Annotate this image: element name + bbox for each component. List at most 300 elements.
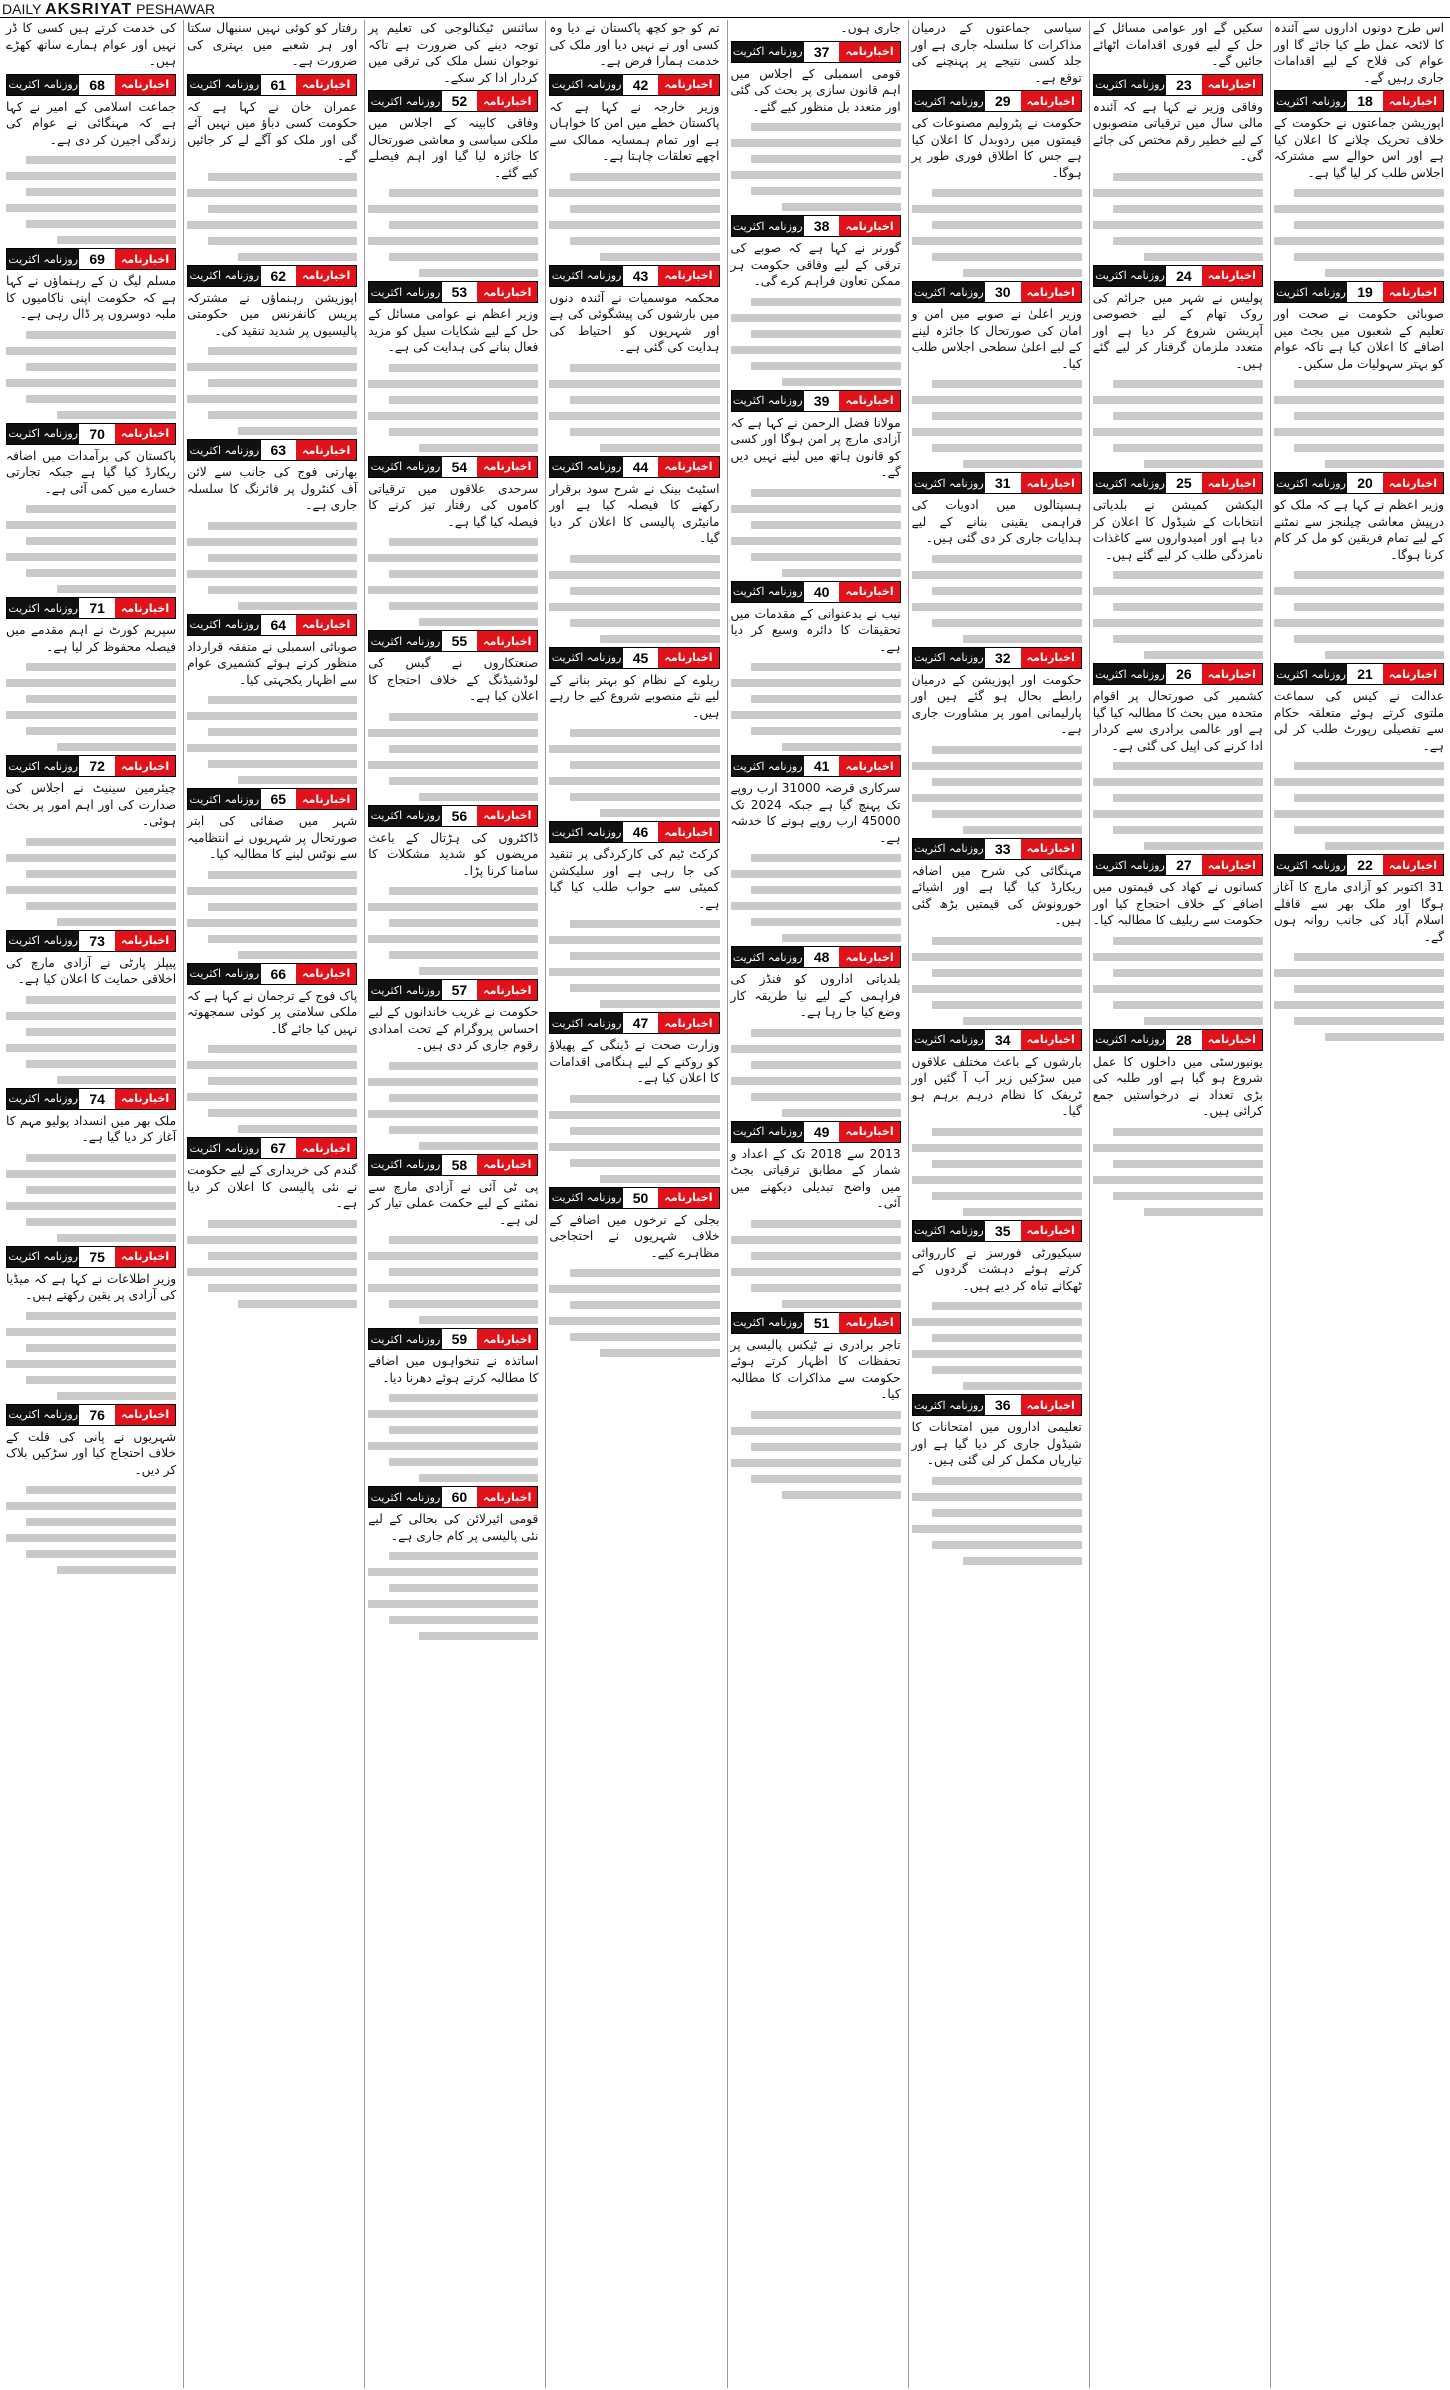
item-header xyxy=(187,439,357,461)
item-text: تاجر برادری نے ٹیکس پالیسی پر تحفظات کا اظہار کرتے ہوئے حکومت سے مذاکرات کا مطالبہ کیا۔ xyxy=(730,1337,901,1401)
item-badge: اخبارنامہ xyxy=(1021,282,1081,302)
item-section-label: روزنامہ اکثریت xyxy=(188,964,260,984)
news-column xyxy=(1089,20,1266,2388)
item-header xyxy=(187,788,357,810)
text-lines-placeholder xyxy=(1274,571,1444,659)
item-header xyxy=(6,597,176,619)
item-section-label: روزنامہ اکثریت xyxy=(369,1329,441,1349)
item-header xyxy=(731,390,901,412)
item-section-label: روزنامہ اکثریت xyxy=(913,1395,985,1415)
item-text: سرحدی علاقوں میں ترقیاتی کاموں کی رفتار تیز کرنے کا فیصلہ کیا گیا ہے۔ xyxy=(368,481,539,529)
item-text: گندم کی خریداری کے لیے حکومت نے نئی پالیسی کا اعلان کر دیا ہے۔ xyxy=(187,1163,358,1210)
text-lines-placeholder xyxy=(549,1269,719,1357)
item-badge: اخبارنامہ xyxy=(296,266,356,286)
item-header xyxy=(1274,663,1444,685)
item-header xyxy=(6,930,176,952)
news-column xyxy=(1270,20,1447,2388)
item-badge: اخبارنامہ xyxy=(296,964,356,984)
item-text: ریلوے کے نظام کو بہتر بنانے کے لیے نئے منصوبے شروع کیے جا رہے ہیں۔ xyxy=(549,672,720,720)
column-intro-text: اس طرح دونوں اداروں سے آئندہ کا لائحہ عمل طے کیا جائے گا اور عوام کی فلاح کے لیے اقدامات جاری رہیں گے۔ xyxy=(1273,21,1444,85)
item-section-label: روزنامہ اکثریت xyxy=(550,266,622,286)
item-number: 32 xyxy=(985,648,1021,668)
item-section-label: روزنامہ اکثریت xyxy=(7,1405,79,1425)
item-header xyxy=(549,265,719,287)
item-text: بلدیاتی اداروں کو فنڈز کی فراہمی کے لیے نیا طریقہ کار وضع کیا جا رہا ہے۔ xyxy=(730,972,901,1019)
item-badge: اخبارنامہ xyxy=(115,249,175,269)
text-lines-placeholder xyxy=(1093,937,1263,1025)
item-header xyxy=(912,1394,1082,1416)
item-header xyxy=(368,979,538,1001)
item-header xyxy=(549,456,719,478)
text-lines-placeholder xyxy=(368,887,538,975)
item-section-label: روزنامہ اکثریت xyxy=(550,648,622,668)
news-column xyxy=(183,20,360,2388)
item-header xyxy=(368,1328,538,1350)
item-text: کرکٹ ٹیم کی کارکردگی پر تنقید کی جا رہی ہے اور سلیکشن کمیٹی سے جواب طلب کیا گیا ہے۔ xyxy=(549,847,720,911)
column-intro-text: سائنس ٹیکنالوجی کی تعلیم پر توجہ دینے کی ضرورت ہے تاکہ نوجوان نسل ملک کی ترقی میں کردار ادا کر سکے۔ xyxy=(368,21,539,85)
item-number: 40 xyxy=(804,582,840,602)
masthead-city: PESHAWAR xyxy=(136,1,216,17)
item-badge: اخبارنامہ xyxy=(477,631,537,651)
text-lines-placeholder xyxy=(187,696,357,784)
item-header xyxy=(549,821,719,843)
item-number: 18 xyxy=(1347,91,1383,111)
item-text: سیکیورٹی فورسز نے کارروائی کرتے ہوئے دہشت گردوں کے ٹھکانے تباہ کر دیے ہیں۔ xyxy=(911,1245,1082,1293)
item-text: محکمہ موسمیات نے آئندہ دنوں میں بارشوں کی پیشگوئی کی ہے اور شہریوں کو احتیاط کی ہدایت کی گئی ہے۔ xyxy=(549,290,720,354)
item-section-label: روزنامہ اکثریت xyxy=(7,1089,79,1109)
item-text: وزیر اعلیٰ نے صوبے میں امن و امان کی صورتحال کا جائزہ لینے کے لیے اعلیٰ سطحی اجلاس طلب کیا۔ xyxy=(911,307,1082,371)
item-header xyxy=(912,838,1082,860)
item-section-label: روزنامہ اکثریت xyxy=(550,822,622,842)
text-lines-placeholder xyxy=(6,838,176,926)
item-section-label: روزنامہ اکثریت xyxy=(188,440,260,460)
item-section-label: روزنامہ اکثریت xyxy=(188,789,260,809)
item-header xyxy=(1093,1029,1263,1051)
text-lines-placeholder xyxy=(731,1411,901,1499)
item-badge: اخبارنامہ xyxy=(1383,664,1443,684)
item-number: 24 xyxy=(1166,266,1202,286)
item-text: ڈاکٹروں کی ہڑتال کے باعث مریضوں کو شدید مشکلات کا سامنا کرنا پڑا۔ xyxy=(368,830,539,878)
item-badge: اخبارنامہ xyxy=(296,615,356,635)
item-text: مولانا فضل الرحمن نے کہا ہے کہ آزادی مارچ پر امن ہوگا اور کسی کو قانون ہاتھ میں لینے نہیں دیں گے۔ xyxy=(730,415,901,479)
item-badge: اخبارنامہ xyxy=(1021,91,1081,111)
text-lines-placeholder xyxy=(368,364,538,452)
item-badge: اخبارنامہ xyxy=(1021,648,1081,668)
item-text: عمران خان نے کہا ہے کہ حکومت کسی دباؤ میں نہیں آئے گی اور ملک کو آگے لے کر جائیں گے۔ xyxy=(187,99,358,163)
text-lines-placeholder xyxy=(368,1236,538,1324)
item-section-label: روزنامہ اکثریت xyxy=(1094,1030,1166,1050)
item-text: 31 اکتوبر کو آزادی مارچ کا آغاز ہوگا اور ملک بھر سے قافلے اسلام آباد کی جانب روانہ ہوں گے۔ xyxy=(1273,880,1444,944)
item-badge: اخبارنامہ xyxy=(296,1138,356,1158)
item-text: اساتذہ نے تنخواہوں میں اضافے کا مطالبہ کرتے ہوئے دھرنا دیا۔ xyxy=(368,1354,539,1385)
text-lines-placeholder xyxy=(549,364,719,452)
item-badge: اخبارنامہ xyxy=(296,440,356,460)
item-header xyxy=(549,74,719,96)
item-number: 49 xyxy=(804,1122,840,1142)
item-text: شہریوں نے پانی کی قلت کے خلاف احتجاج کیا اور سڑکیں بلاک کر دیں۔ xyxy=(6,1429,177,1477)
item-number: 45 xyxy=(623,648,659,668)
item-text: وزیر خارجہ نے کہا ہے کہ پاکستان خطے میں امن کا خواہاں ہے اور تمام ہمسایہ ممالک سے اچھے تعلقات چاہتا ہے۔ xyxy=(549,99,720,163)
item-header xyxy=(731,755,901,777)
item-section-label: روزنامہ اکثریت xyxy=(550,75,622,95)
item-header xyxy=(731,1121,901,1143)
item-text: وزارت صحت نے ڈینگی کے پھیلاؤ کو روکنے کے لیے ہنگامی اقدامات کا اعلان کیا ہے۔ xyxy=(549,1038,720,1085)
item-section-label: روزنامہ اکثریت xyxy=(913,1030,985,1050)
item-text: تعلیمی اداروں میں امتحانات کا شیڈول جاری کر دیا گیا ہے اور تیاریاں مکمل کر لی گئی ہیں۔ xyxy=(911,1420,1082,1467)
text-lines-placeholder xyxy=(6,505,176,593)
item-text: اپوزیشن جماعتوں نے حکومت کے خلاف تحریک چلانے کا اعلان کیا ہے اور اس حوالے سے مشترکہ اجلاس طلب کر لیا گیا ہے۔ xyxy=(1273,116,1444,180)
item-number: 47 xyxy=(623,1013,659,1033)
item-badge: اخبارنامہ xyxy=(658,648,718,668)
item-badge: اخبارنامہ xyxy=(477,1155,537,1175)
text-lines-placeholder xyxy=(731,298,901,386)
item-number: 19 xyxy=(1347,282,1383,302)
item-number: 22 xyxy=(1347,855,1383,875)
item-header xyxy=(549,647,719,669)
item-section-label: روزنامہ اکثریت xyxy=(7,598,79,618)
item-section-label: روزنامہ اکثریت xyxy=(913,282,985,302)
text-lines-placeholder xyxy=(187,173,357,261)
text-lines-placeholder xyxy=(6,663,176,751)
item-number: 57 xyxy=(442,980,478,1000)
text-lines-placeholder xyxy=(912,746,1082,834)
text-lines-placeholder xyxy=(1093,380,1263,468)
item-text: اسٹیٹ بینک نے شرح سود برقرار رکھنے کا فیصلہ کیا ہے اور مانیٹری پالیسی کا اعلان کر دیا گیا۔ xyxy=(549,481,720,545)
item-section-label: روزنامہ اکثریت xyxy=(369,631,441,651)
item-badge: اخبارنامہ xyxy=(1202,266,1262,286)
item-text: مہنگائی کی شرح میں اضافہ ریکارڈ کیا گیا ہے اور اشیائے خورونوش کی قیمتیں بڑھ گئی ہیں۔ xyxy=(911,863,1082,927)
column-intro-text: کی خدمت کرتے ہیں کسی کا ڈر نہیں اور عوام ہمارے ساتھ کھڑے ہیں۔ xyxy=(6,21,177,68)
item-badge: اخبارنامہ xyxy=(115,756,175,776)
item-header xyxy=(368,630,538,652)
item-header xyxy=(912,90,1082,112)
text-lines-placeholder xyxy=(368,538,538,626)
item-badge: اخبارنامہ xyxy=(658,1188,718,1208)
item-number: 28 xyxy=(1166,1030,1202,1050)
text-lines-placeholder xyxy=(912,1128,1082,1216)
item-badge: اخبارنامہ xyxy=(658,75,718,95)
item-badge: اخبارنامہ xyxy=(477,1329,537,1349)
item-text: قومی ائیرلائن کی بحالی کے لیے نئی پالیسی پر کام جاری ہے۔ xyxy=(368,1512,539,1543)
item-section-label: روزنامہ اکثریت xyxy=(1275,855,1347,875)
item-number: 68 xyxy=(79,75,115,95)
item-number: 52 xyxy=(442,91,478,111)
item-text: یونیورسٹی میں داخلوں کا عمل شروع ہو گیا ہے اور طلبہ کی بڑی تعداد نے درخواستیں جمع کرائی ہیں۔ xyxy=(1092,1054,1263,1118)
item-text: وزیر اطلاعات نے کہا ہے کہ میڈیا کی آزادی پر یقین رکھتے ہیں۔ xyxy=(6,1271,177,1302)
column-intro-text: رفتار کو کوئی نہیں سنبھال سکتا اور ہر شعبے میں بہتری کی ضرورت ہے۔ xyxy=(187,21,358,68)
item-text: پاک فوج کے ترجمان نے کہا ہے کہ ملکی سلامتی پر کوئی سمجھوتہ نہیں کیا جائے گا۔ xyxy=(187,988,358,1036)
item-text: وزیر اعظم نے کہا ہے کہ ملک کو درپیش معاشی چیلنجز سے نمٹنے کے لیے تمام فریقین کو مل کر کام کرنا ہوگا۔ xyxy=(1273,498,1444,562)
text-lines-placeholder xyxy=(549,173,719,261)
item-badge: اخبارنامہ xyxy=(477,980,537,1000)
item-text: گورنر نے کہا ہے کہ صوبے کی ترقی کے لیے وفاقی حکومت ہر ممکن تعاون فراہم کرے گی۔ xyxy=(730,241,901,288)
item-section-label: روزنامہ اکثریت xyxy=(369,806,441,826)
item-header xyxy=(6,248,176,270)
item-number: 64 xyxy=(261,615,297,635)
news-column xyxy=(3,20,179,2388)
column-intro-text: سیاسی جماعتوں کے درمیان مذاکرات کا سلسلہ جاری ہے اور جلد کسی نتیجے پر پہنچنے کی توقع ہے۔ xyxy=(911,21,1082,85)
item-badge: اخبارنامہ xyxy=(1021,1030,1081,1050)
item-number: 29 xyxy=(985,91,1021,111)
item-badge: اخبارنامہ xyxy=(115,1247,175,1267)
news-column xyxy=(727,20,904,2388)
item-text: وفاقی وزیر نے کہا ہے کہ آئندہ مالی سال میں ترقیاتی منصوبوں کے لیے خطیر رقم مختص کی جائے گی۔ xyxy=(1092,99,1263,163)
text-lines-placeholder xyxy=(731,854,901,942)
item-badge: اخبارنامہ xyxy=(658,457,718,477)
item-number: 60 xyxy=(442,1487,478,1507)
item-header xyxy=(368,1486,538,1508)
item-badge: اخبارنامہ xyxy=(839,756,899,776)
item-header xyxy=(187,963,357,985)
item-header xyxy=(912,1029,1082,1051)
item-header xyxy=(187,614,357,636)
item-text: جماعت اسلامی کے امیر نے کہا ہے کہ مہنگائی نے عوام کی زندگی اجیرن کر دی ہے۔ xyxy=(6,99,177,147)
item-section-label: روزنامہ اکثریت xyxy=(7,1247,79,1267)
item-section-label: روزنامہ اکثریت xyxy=(188,266,260,286)
item-number: 44 xyxy=(623,457,659,477)
item-number: 30 xyxy=(985,282,1021,302)
text-lines-placeholder xyxy=(549,729,719,817)
item-section-label: روزنامہ اکثریت xyxy=(188,75,260,95)
item-section-label: روزنامہ اکثریت xyxy=(7,756,79,776)
item-number: 61 xyxy=(261,75,297,95)
news-column xyxy=(908,20,1085,2388)
item-number: 21 xyxy=(1347,664,1383,684)
item-header xyxy=(731,1312,901,1334)
item-text: سپریم کورٹ نے اہم مقدمے میں فیصلہ محفوظ کر لیا ہے۔ xyxy=(6,623,177,654)
item-header xyxy=(368,456,538,478)
text-lines-placeholder xyxy=(6,1312,176,1400)
masthead xyxy=(0,0,1450,18)
item-number: 36 xyxy=(985,1395,1021,1415)
item-badge: اخبارنامہ xyxy=(477,1487,537,1507)
item-badge: اخبارنامہ xyxy=(1202,1030,1262,1050)
item-badge: اخبارنامہ xyxy=(839,42,899,62)
item-number: 65 xyxy=(261,789,297,809)
item-badge: اخبارنامہ xyxy=(1202,855,1262,875)
item-badge: اخبارنامہ xyxy=(1383,473,1443,493)
item-badge: اخبارنامہ xyxy=(839,582,899,602)
item-section-label: روزنامہ اکثریت xyxy=(1094,473,1166,493)
item-badge: اخبارنامہ xyxy=(1021,839,1081,859)
column-intro-text: تم کو جو کچھ پاکستان نے دیا وہ کسی اور نے نہیں دیا اور ملک کی خدمت ہمارا فرض ہے۔ xyxy=(549,21,720,68)
text-lines-placeholder xyxy=(1093,571,1263,659)
item-header xyxy=(368,90,538,112)
item-header xyxy=(731,946,901,968)
masthead-prefix: DAILY xyxy=(2,1,42,17)
item-badge: اخبارنامہ xyxy=(115,598,175,618)
text-lines-placeholder xyxy=(731,663,901,751)
item-section-label: روزنامہ اکثریت xyxy=(913,839,985,859)
item-text: الیکشن کمیشن نے بلدیاتی انتخابات کے شیڈول کا اعلان کر دیا ہے اور امیدواروں سے کاغذات نامزدگی طلب کر لیے گئے ہیں۔ xyxy=(1092,498,1263,562)
item-number: 56 xyxy=(442,806,478,826)
item-number: 63 xyxy=(261,440,297,460)
item-section-label: روزنامہ اکثریت xyxy=(7,249,79,269)
item-text: بجلی کے نرخوں میں اضافے کے خلاف شہریوں نے احتجاجی مظاہرے کیے۔ xyxy=(549,1212,720,1260)
item-header xyxy=(1274,854,1444,876)
item-text: شہر میں صفائی کی ابتر صورتحال پر شہریوں نے انتظامیہ سے نوٹس لینے کا مطالبہ کیا۔ xyxy=(187,814,358,861)
item-text: حکومت نے غریب خاندانوں کے لیے احساس پروگرام کے تحت امدادی رقوم جاری کر دی ہیں۔ xyxy=(368,1005,539,1052)
item-header xyxy=(1274,90,1444,112)
item-section-label: روزنامہ اکثریت xyxy=(369,457,441,477)
item-text: چیئرمین سینیٹ نے اجلاس کی صدارت کی اور اہم امور پر بحث ہوئی۔ xyxy=(6,781,177,828)
item-text: حکومت اور اپوزیشن کے درمیان رابطے بحال ہو گئے ہیں اور پارلیمانی امور پر مشاورت جاری ہے۔ xyxy=(911,672,1082,736)
item-text: صوبائی اسمبلی نے متفقہ قرارداد منظور کرتے ہوئے کشمیری عوام سے اظہار یکجہتی کیا۔ xyxy=(187,639,358,687)
item-number: 69 xyxy=(79,249,115,269)
item-section-label: روزنامہ اکثریت xyxy=(913,473,985,493)
text-lines-placeholder xyxy=(731,1220,901,1308)
item-number: 37 xyxy=(804,42,840,62)
item-section-label: روزنامہ اکثریت xyxy=(1275,664,1347,684)
item-text: اپوزیشن رہنماؤں نے مشترکہ پریس کانفرنس میں حکومتی پالیسیوں پر شدید تنقید کی۔ xyxy=(187,290,358,338)
item-header xyxy=(6,1246,176,1268)
item-header xyxy=(368,281,538,303)
item-section-label: روزنامہ اکثریت xyxy=(550,1013,622,1033)
item-badge: اخبارنامہ xyxy=(296,789,356,809)
item-number: 35 xyxy=(985,1221,1021,1241)
item-header xyxy=(6,1404,176,1426)
item-header xyxy=(1093,663,1263,685)
text-lines-placeholder xyxy=(1093,173,1263,261)
item-badge: اخبارنامہ xyxy=(1021,473,1081,493)
text-lines-placeholder xyxy=(6,996,176,1084)
item-section-label: روزنامہ اکثریت xyxy=(913,1221,985,1241)
item-section-label: روزنامہ اکثریت xyxy=(369,282,441,302)
text-lines-placeholder xyxy=(549,920,719,1008)
item-badge: اخبارنامہ xyxy=(477,282,537,302)
item-number: 31 xyxy=(985,473,1021,493)
news-column xyxy=(364,20,541,2388)
item-header xyxy=(368,1154,538,1176)
text-lines-placeholder xyxy=(187,347,357,435)
item-number: 66 xyxy=(261,964,297,984)
item-section-label: روزنامہ اکثریت xyxy=(732,216,804,236)
item-badge: اخبارنامہ xyxy=(658,822,718,842)
text-lines-placeholder xyxy=(912,555,1082,643)
item-number: 75 xyxy=(79,1247,115,1267)
item-badge: اخبارنامہ xyxy=(115,75,175,95)
item-badge: اخبارنامہ xyxy=(658,1013,718,1033)
item-number: 25 xyxy=(1166,473,1202,493)
text-lines-placeholder xyxy=(368,713,538,801)
item-section-label: روزنامہ اکثریت xyxy=(913,648,985,668)
item-number: 74 xyxy=(79,1089,115,1109)
text-lines-placeholder xyxy=(368,1394,538,1482)
item-number: 71 xyxy=(79,598,115,618)
item-number: 26 xyxy=(1166,664,1202,684)
item-section-label: روزنامہ اکثریت xyxy=(7,424,79,444)
item-badge: اخبارنامہ xyxy=(1202,75,1262,95)
item-text: وزیر اعظم نے عوامی مسائل کے حل کے لیے شکایات سیل کو مزید فعال بنانے کی ہدایت کی ہے۔ xyxy=(368,307,539,354)
item-header xyxy=(187,74,357,96)
item-header xyxy=(912,472,1082,494)
item-badge: اخبارنامہ xyxy=(477,806,537,826)
text-lines-placeholder xyxy=(6,1154,176,1242)
item-header xyxy=(1093,265,1263,287)
item-text: کسانوں نے کھاد کی قیمتوں میں اضافے کے خلاف احتجاج کیا اور حکومت سے ریلیف کا مطالبہ کیا۔ xyxy=(1092,880,1263,927)
item-section-label: روزنامہ اکثریت xyxy=(732,1122,804,1142)
item-section-label: روزنامہ اکثریت xyxy=(913,91,985,111)
item-section-label: روزنامہ اکثریت xyxy=(732,42,804,62)
item-section-label: روزنامہ اکثریت xyxy=(1094,855,1166,875)
item-header xyxy=(912,281,1082,303)
item-number: 42 xyxy=(623,75,659,95)
item-section-label: روزنامہ اکثریت xyxy=(732,391,804,411)
text-lines-placeholder xyxy=(1093,1128,1263,1216)
item-header xyxy=(731,581,901,603)
item-header xyxy=(6,74,176,96)
item-section-label: روزنامہ اکثریت xyxy=(188,615,260,635)
text-lines-placeholder xyxy=(912,1302,1082,1390)
text-lines-placeholder xyxy=(1274,189,1444,277)
item-section-label: روزنامہ اکثریت xyxy=(369,980,441,1000)
item-header xyxy=(368,805,538,827)
item-header xyxy=(6,423,176,445)
item-header xyxy=(1093,854,1263,876)
text-lines-placeholder xyxy=(368,1062,538,1150)
item-badge: اخبارنامہ xyxy=(296,75,356,95)
news-column xyxy=(545,20,722,2388)
item-number: 59 xyxy=(442,1329,478,1349)
item-number: 76 xyxy=(79,1405,115,1425)
item-text: پاکستان کی برآمدات میں اضافہ ریکارڈ کیا گیا ہے جبکہ تجارتی خسارے میں کمی آئی ہے۔ xyxy=(6,448,177,496)
item-section-label: روزنامہ اکثریت xyxy=(188,1138,260,1158)
news-columns xyxy=(3,20,1447,2388)
item-badge: اخبارنامہ xyxy=(839,1122,899,1142)
item-section-label: روزنامہ اکثریت xyxy=(732,582,804,602)
column-intro-text: جاری ہوں۔ xyxy=(840,21,901,35)
text-lines-placeholder xyxy=(368,1552,538,1640)
item-text: عدالت نے کیس کی سماعت ملتوی کرتے ہوئے متعلقہ حکام سے تفصیلی رپورٹ طلب کر لی ہے۔ xyxy=(1273,689,1444,753)
item-text: نیب نے بدعنوانی کے مقدمات میں تحقیقات کا دائرہ وسیع کر دیا ہے۔ xyxy=(730,606,901,654)
item-number: 23 xyxy=(1166,75,1202,95)
item-badge: اخبارنامہ xyxy=(839,1313,899,1333)
item-header xyxy=(912,1220,1082,1242)
item-text: وفاقی کابینہ کے اجلاس میں ملکی سیاسی و معاشی صورتحال کا جائزہ لیا گیا اور اہم فیصلے کیے گئے۔ xyxy=(368,116,539,180)
item-number: 72 xyxy=(79,756,115,776)
item-header xyxy=(912,647,1082,669)
item-badge: اخبارنامہ xyxy=(1021,1395,1081,1415)
text-lines-placeholder xyxy=(549,1095,719,1183)
item-number: 53 xyxy=(442,282,478,302)
item-number: 51 xyxy=(804,1313,840,1333)
text-lines-placeholder xyxy=(912,1477,1082,1565)
item-header xyxy=(1093,74,1263,96)
text-lines-placeholder xyxy=(187,871,357,959)
text-lines-placeholder xyxy=(187,522,357,610)
item-header xyxy=(6,755,176,777)
text-lines-placeholder xyxy=(187,1220,357,1308)
item-header xyxy=(549,1187,719,1209)
item-number: 38 xyxy=(804,216,840,236)
item-text: ملک بھر میں انسداد پولیو مہم کا آغاز کر دیا گیا ہے۔ xyxy=(6,1113,177,1144)
item-text: 2013 سے 2018 تک کے اعداد و شمار کے مطابق ترقیاتی بجٹ میں واضح تبدیلی دیکھنے میں آئی۔ xyxy=(730,1146,901,1210)
item-section-label: روزنامہ اکثریت xyxy=(7,75,79,95)
item-header xyxy=(1274,281,1444,303)
text-lines-placeholder xyxy=(368,189,538,277)
item-number: 62 xyxy=(261,266,297,286)
item-section-label: روزنامہ اکثریت xyxy=(1275,473,1347,493)
item-number: 27 xyxy=(1166,855,1202,875)
text-lines-placeholder xyxy=(6,1486,176,1574)
item-section-label: روزنامہ اکثریت xyxy=(732,947,804,967)
item-section-label: روزنامہ اکثریت xyxy=(732,756,804,776)
item-badge: اخبارنامہ xyxy=(115,1405,175,1425)
item-badge: اخبارنامہ xyxy=(1202,664,1262,684)
item-text: پیپلز پارٹی نے آزادی مارچ کی اخلاقی حمایت کا اعلان کیا ہے۔ xyxy=(6,955,177,986)
item-text: حکومت نے پٹرولیم مصنوعات کی قیمتوں میں ردوبدل کا اعلان کیا ہے جس کا اطلاق فوری طور پر ہوگا۔ xyxy=(911,116,1082,180)
text-lines-placeholder xyxy=(912,937,1082,1025)
